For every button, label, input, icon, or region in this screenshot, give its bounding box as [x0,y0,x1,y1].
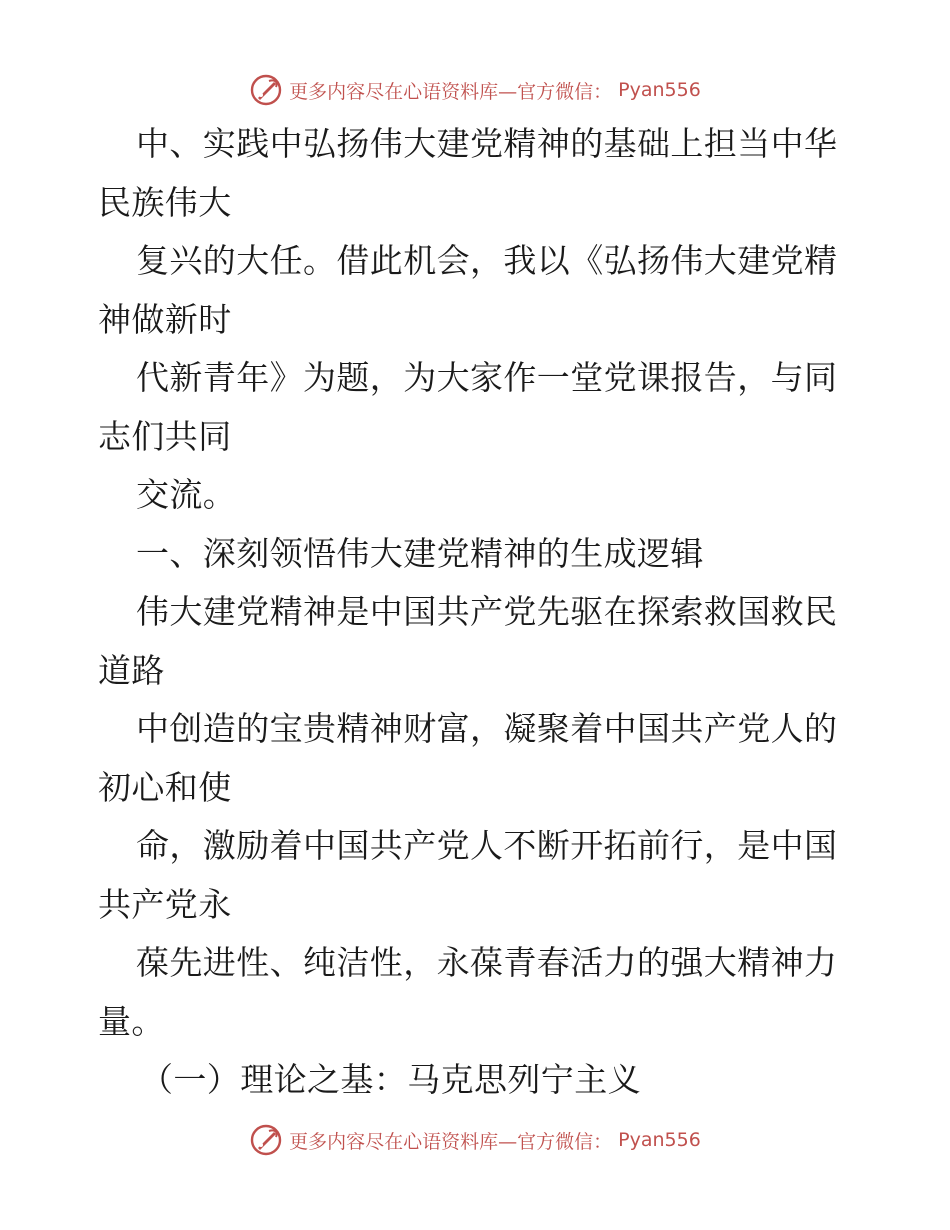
text-line: 葆先进性、纯洁性，永葆青春活力的强大精神力 [136,943,838,982]
footer-watermark [0,1120,950,1160]
text-line: 复兴的大任。借此机会，我以《弘扬伟大建党精 [136,241,838,280]
text-line: 志们共同 [98,416,232,456]
quill-logo-icon [249,73,283,107]
text-line: 代新青年》为题，为大家作一堂党课报告，与同 [136,358,838,397]
watermark-text: 更多内容尽在心语资料库—官方微信： [289,1130,613,1153]
text-line: 量。 [98,1001,165,1041]
text-line: 初心和使 [98,767,232,807]
document-body [98,115,858,1110]
text-line: 神做新时 [98,299,232,339]
text-line: 命，激励着中国共产党人不断开拓前行，是中国 [136,826,838,865]
text-line: 交流。 [136,475,237,514]
text-line: 中创造的宝贵精神财富，凝聚着中国共产党人的 [136,709,838,748]
text-line: 道路 [98,650,165,690]
watermark-text: 更多内容尽在心语资料库—官方微信： [289,80,613,103]
section-heading: 一、深刻领悟伟大建党精神的生成逻辑 [136,533,704,573]
subsection-heading: （一）理论之基：马克思列宁主义 [140,1060,641,1099]
header-watermark [0,70,950,110]
text-line: 民族伟大 [98,182,232,222]
text-line: 共产党永 [98,884,232,924]
text-line: 中、实践中弘扬伟大建党精神的基础上担当中华 [136,124,838,163]
text-line: 伟大建党精神是中国共产党先驱在探索救国救民 [136,592,838,631]
quill-logo-icon [249,1123,283,1157]
watermark-wechat-id: Pyan556 [618,79,701,101]
watermark-wechat-id: Pyan556 [618,1129,701,1151]
